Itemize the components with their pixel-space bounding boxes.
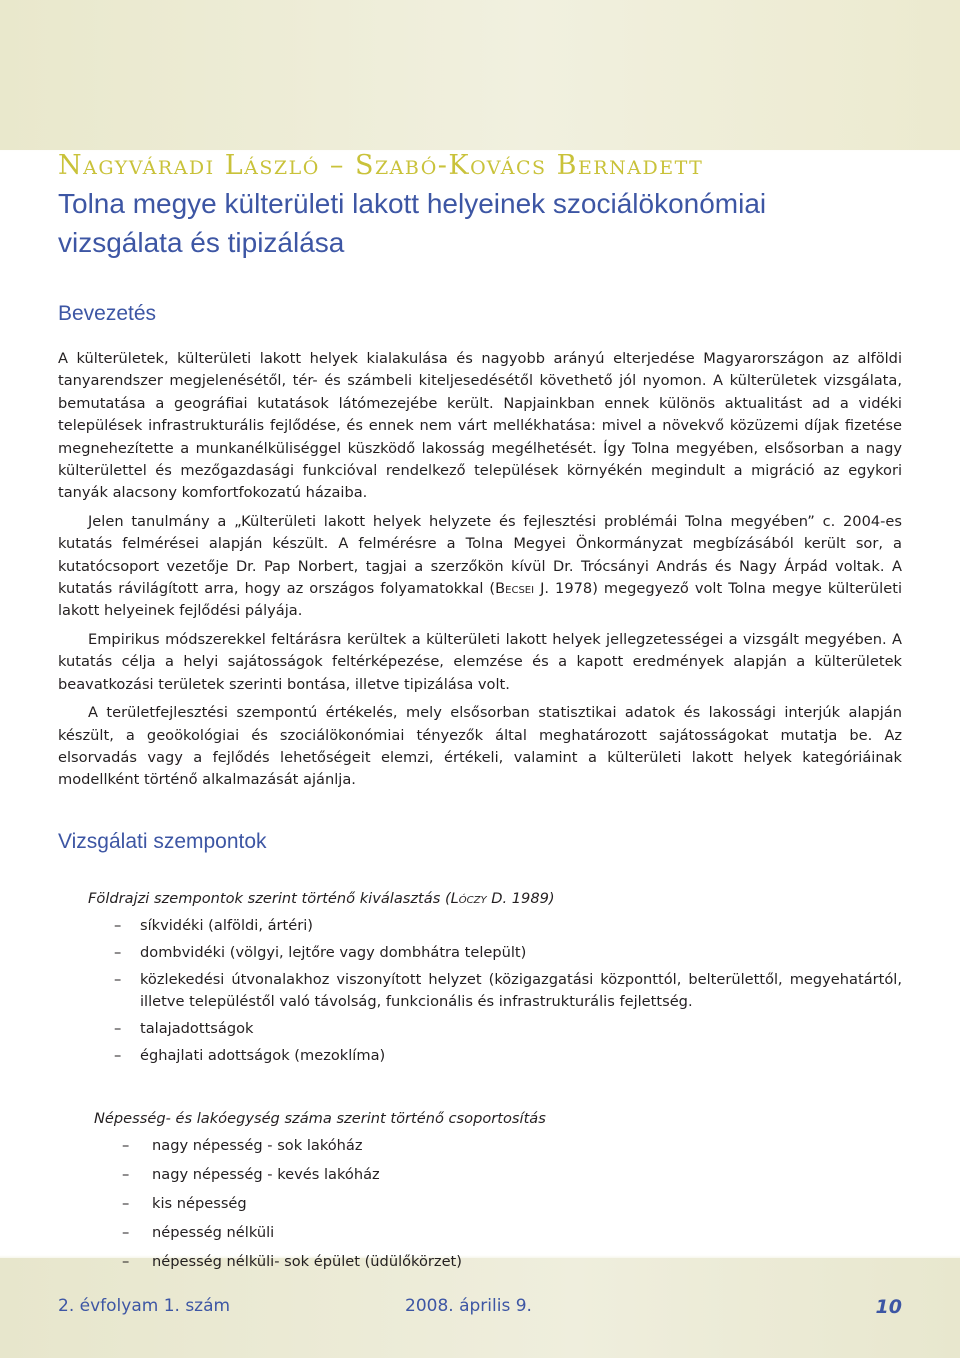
list-item-text: népesség nélküli	[152, 1223, 275, 1241]
article	[58, 148, 902, 1280]
intro-paragraph-4: A területfejlesztési szempontú értékelés, mely elsősorban statisztikai adatok és lakossági interjúk alapján készült, a geoökológiai és szociálökonómiai tényezők által meghatározott sajátosságokat mutatja be. Az elsorvadás vagy a fejlődés lehetőségeit elemzi, értékeli, valamint a külterületi lakott helyek kategóriáinak modellként történő alkalmazását ajánlja.	[58, 704, 902, 789]
section-heading-intro: Bevezetés	[58, 302, 157, 325]
dash-bullet-icon: –	[122, 1223, 130, 1241]
list-item-text: kis népesség	[152, 1194, 247, 1212]
dash-bullet-icon: –	[122, 1165, 130, 1183]
list-item	[58, 1222, 902, 1244]
dash-bullet-icon: –	[122, 1252, 130, 1270]
citation-author: Becsei	[495, 580, 535, 598]
dash-bullet-icon: –	[114, 1019, 122, 1037]
article-title-line1: Tolna megye külterületi lakott helyeinek szociálökonómiai	[58, 188, 767, 219]
list-item-text: közlekedési útvonalakhoz viszonyított helyzet (közigazgatási központtól, belterülettől, megyehatártól, illetve településtől való távolság, funkcionális és infrastrukturális fejlettség.	[140, 970, 902, 1010]
article-title	[58, 184, 902, 262]
population-criteria-title: Népesség- és lakóegység száma szerint történő csoportosítás	[94, 1109, 546, 1127]
list-item	[58, 1018, 902, 1040]
intro-paragraph-1: A külterületek, külterületi lakott helyek kialakulása és nagyobb arányú elterjedése Magyarországon az alföldi tanyarendszer megjelenésétől, tér- és számbeli kiteljesedésétől követhető jól nyomon. A külterületek vizsgálata, bemutatása a geográfiai kutatások látómezejébe került. Napjainkban ennek különös aktualitást ad a vidéki települések infrastrukturális fejlődése, és ennek nem várt mellékhatása: mivel a növekvő közüzemi díjak fizetése megnehezítette a munkanélküliséggel küszködő lakosság megélhetését. Így Tolna megyében, elsősorban a nagy külterülettel és mezőgazdasági funkcióval rendelkező települések környékén megindult a migráció az egykori tanyák alacsony komfortfokozatú házaiba.	[58, 350, 902, 502]
page-number: 10	[875, 1296, 902, 1318]
dash-bullet-icon: –	[114, 1046, 122, 1064]
dash-bullet-icon: –	[114, 970, 122, 988]
intro-paragraph-2	[58, 511, 902, 623]
list-item	[58, 1135, 902, 1157]
article-authors: Nagyváradi László – Szabó-Kovács Bernadett	[58, 150, 704, 181]
list-item-text: síkvidéki (alföldi, ártéri)	[140, 916, 313, 934]
list-item-text: nagy népesség - sok lakóház	[152, 1136, 363, 1154]
list-item	[58, 1251, 902, 1273]
page-footer	[0, 1296, 960, 1322]
geo-criteria-title	[88, 890, 902, 907]
geo-criteria-list	[58, 915, 902, 1067]
list-item	[58, 942, 902, 964]
list-item-text: talajadottságok	[140, 1019, 254, 1037]
dash-bullet-icon: –	[122, 1194, 130, 1212]
intro-paragraph-2-tail: J. 1978) megegyező volt Tolna megye külterületi lakott helyeinek fejlődési pályája.	[58, 580, 902, 620]
list-item	[58, 1164, 902, 1186]
list-item-text: nagy népesség - kevés lakóház	[152, 1165, 380, 1183]
list-item	[58, 915, 902, 937]
list-item	[58, 969, 902, 1013]
intro-paragraph-3: Empirikus módszerekkel feltárásra kerültek a külterületi lakott helyek jellegzetességei a vizsgált megyében. A kutatás célja a helyi sajátosságok feltérképezése, elemzése és a kapott eredmények alapján a külterületek beavatkozási területek szerinti bontása, illetve tipizálása volt.	[58, 630, 902, 693]
list-item-text: népesség nélküli- sok épület (üdülőkörzet)	[152, 1252, 462, 1270]
geo-citation-author: Lóczy	[450, 889, 487, 907]
article-title-line2: vizsgálata és tipizálása	[58, 227, 345, 258]
dash-bullet-icon: –	[114, 916, 122, 934]
population-criteria-list	[58, 1135, 902, 1273]
geo-criteria-title-text: Földrajzi szempontok szerint történő kiválasztás (	[88, 889, 451, 907]
intro-paragraph-2-text: Jelen tanulmány a „Külterületi lakott helyek helyzete és fejlesztési problémái Tolna megyében” c. 2004-es kutatás felmérései alapján készült. A felmérésre a Tolna Megyei Önkormányzat megbízásából került sor, a kutatócsoport vezetője Dr. Pap Norbert, tagjai a szerzőkön kívül Dr. Trócsányi András és Nagy Árpád voltak. A kutatás rávilágított arra, hogy az országos folyamatokkal (	[58, 512, 902, 598]
section-heading-criteria: Vizsgálati szempontok	[58, 829, 267, 853]
geo-criteria-title-tail: D. 1989)	[486, 889, 555, 907]
list-item-text: éghajlati adottságok (mezoklíma)	[140, 1046, 386, 1064]
list-item-text: dombvidéki (völgyi, lejtőre vagy dombhátra települt)	[140, 943, 527, 961]
dash-bullet-icon: –	[114, 943, 122, 961]
list-item	[58, 1193, 902, 1215]
header-band	[0, 0, 960, 150]
list-item	[58, 1045, 902, 1067]
dash-bullet-icon: –	[122, 1136, 130, 1154]
footer-volume: 2. évfolyam 1. szám	[58, 1296, 231, 1316]
footer-date: 2008. április 9.	[405, 1296, 532, 1316]
